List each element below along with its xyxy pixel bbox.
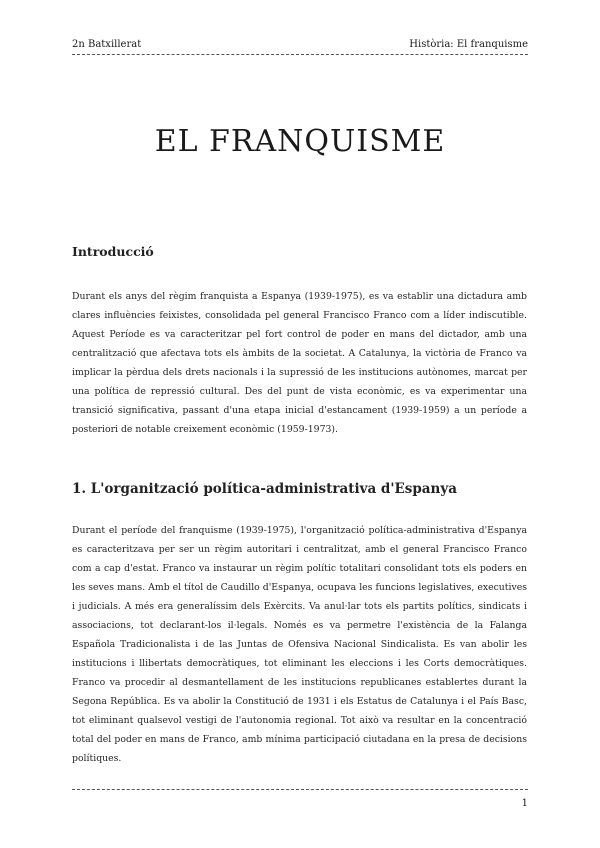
header-course: 2n Batxillerat [72,39,142,50]
page-footer [72,789,528,820]
section-body-organitzacio: Durant el període del franquisme (1939-1975), l'organització política-administrativa d'Espanya es caracteritzava per ser un règim autoritari i centralitzat, amb el general Francisco Franco com a cap d'estat. Franco va instaurar un règim polític totalitari consolidant tots els poders en les seves mans. Amb el títol de Caudillo d'Espanya, ocupava les funcions legislatives, executives i judicials. A més era generalíssim dels Exèrcits. Va anul·lar tots els partits polítics, sindicats i associacions, tot declarant-los il·legals. Només es va permetre l'existència de la Falanga Española Tradicionalista i de las Juntas de Ofensiva Nacional Sindicalista. Es van abolir les institucions i llibertats democràtiques, tot eliminant les eleccions i les Corts democràtiques. Franco va procedir al desmantellament de les institucions republicanes establertes durant la Segona República. Es va abolir la Constitució de 1931 i els Estatus de Catalunya i el País Basc, tot eliminant qualsevol vestigi de l'autonomia regional. Tot això va resultar en la concentració total del poder en mans de Franco, amb mínima participació ciutadana en la presa de decisions polítiques. [72,525,527,764]
page-header [72,36,528,55]
document-title: EL FRANQUISME [154,124,446,159]
section-body-introduccio: Durant els anys del règim franquista a Espanya (1939-1975), es va establir una dictadura amb clares influències feixistes, consolidada pel general Francisco Franco com a líder indiscutible. Aquest Període es va caracteritzar pel fort control de poder en mans del dictador, amb una centralització que afectava tots els àmbits de la societat. A Catalunya, la victòria de Franco va implicar la pèrdua dels drets nacionals i la supressió de les institucions autònomes, marcat per una política de repressió cultural. Des del punt de vista econòmic, es va experimentar una transició significativa, passant d'una etapa inicial d'estancament (1939-1959) a un període a posteriori de notable creixement econòmic (1959-1973). [72,291,527,435]
header-subject: Història: El franquisme [409,39,528,50]
section-heading-introduccio: Introducció [72,244,154,259]
page-number: 1 [521,798,528,809]
section-heading-organitzacio: 1. L'organització política-administrativa d'Espanya [72,481,457,497]
